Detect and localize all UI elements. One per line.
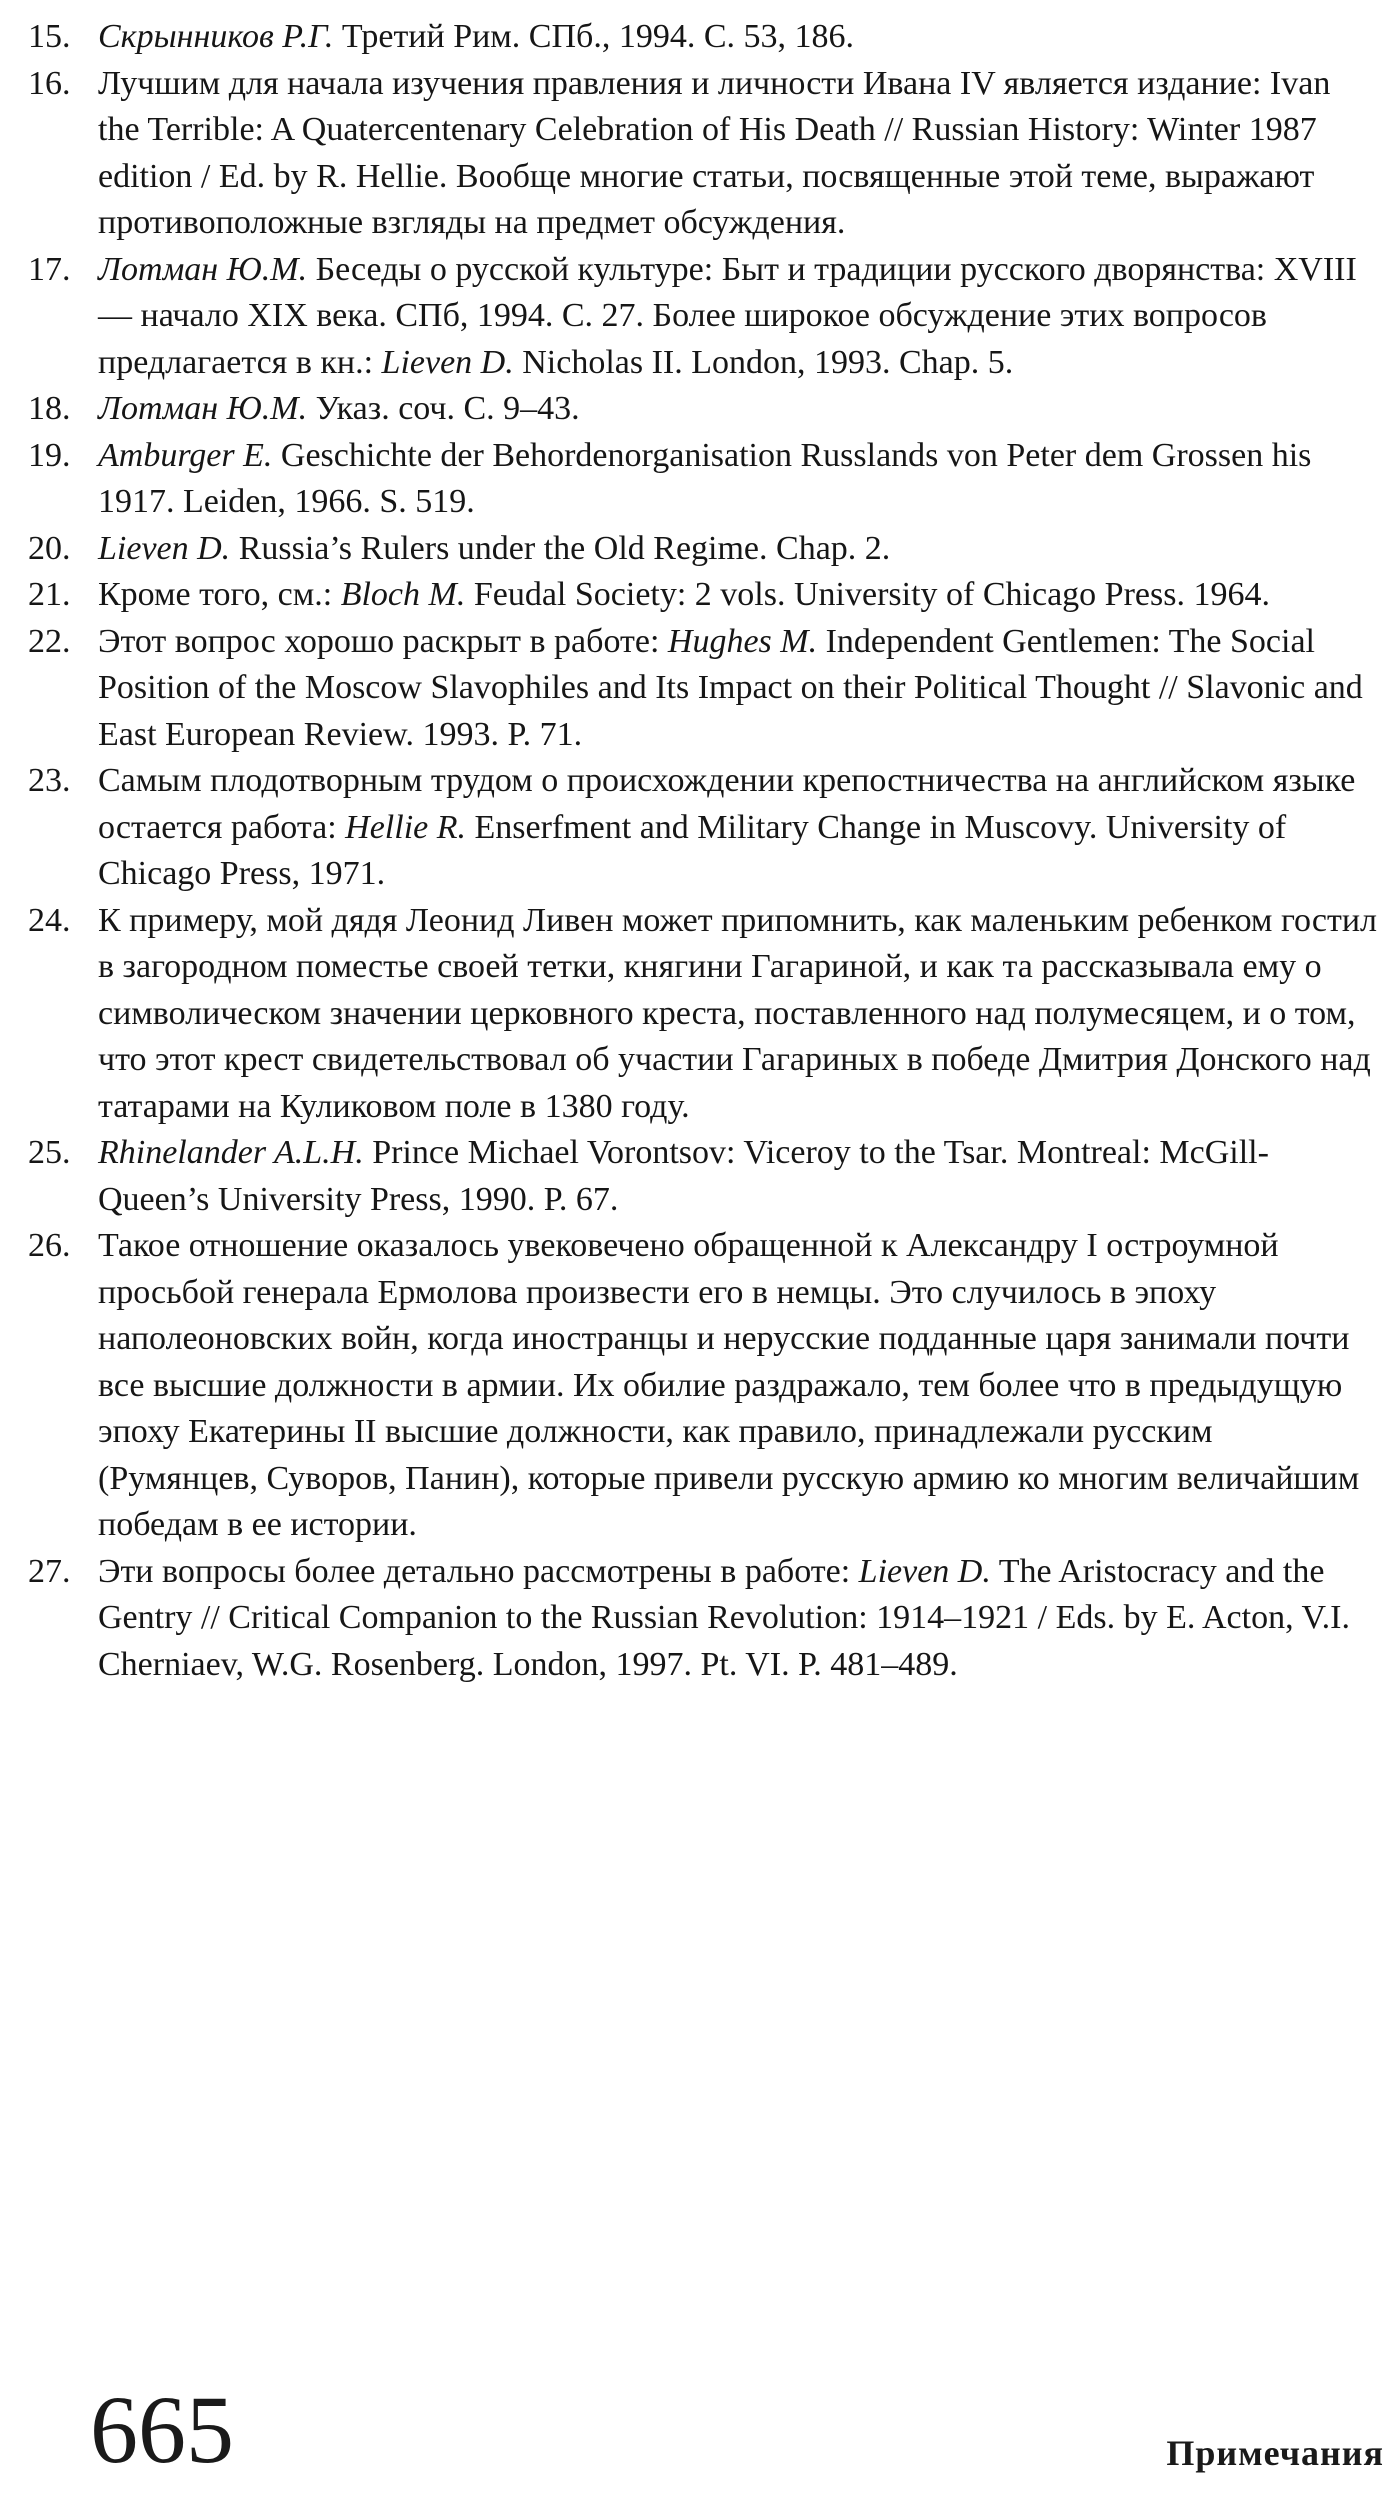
author-name: Bloch M. <box>340 576 466 613</box>
endnote-number: 16. <box>28 64 71 102</box>
author-name: Lieven D. <box>98 529 231 567</box>
endnote-number: 22. <box>28 622 71 660</box>
endnote-text-segment: Этот вопрос хорошо раскрыт в работе: <box>98 622 668 660</box>
endnote-number: 15. <box>28 18 71 55</box>
endnote-item <box>28 14 1378 61</box>
endnote-number: 20. <box>28 529 71 567</box>
author-name: Amburger E. <box>98 436 273 474</box>
endnote-text-segment: Кроме того, см.: <box>98 576 341 613</box>
endnote-number: 19. <box>28 436 71 474</box>
endnote-item <box>28 572 1378 619</box>
endnote-text-segment: Independent Gentlemen: The Social Position of the Moscow Slavophiles and Its Impact on their Political Thought // Slavonic and East European Review. 1993. P. 71. <box>98 622 1363 753</box>
endnote-text <box>98 433 1378 526</box>
endnote-number: 18. <box>28 390 71 427</box>
endnote-text-segment: Такое отношение оказалось увековечено обращенной к Александру I остроумной просьбой генерала Ермолова произвести его в немцы. Это случилось в эпоху наполеоновских войн, когда иностранцы и нерусские подданные царя занимали почти все высшие должности в армии. Их обилие раздражало, тем более что в предыдущую эпоху Екатерины II высшие должности, как правило, принадлежали русским (Румянцев, Суворов, Панин), которые привели русскую армию ко многим величайшим победам в ее истории. <box>98 1227 1360 1543</box>
endnote-item <box>28 247 1378 387</box>
endnote-item <box>28 1549 1378 1689</box>
endnote-text <box>98 1130 1378 1223</box>
author-name: Лотман Ю.М. <box>98 390 308 427</box>
endnote-item <box>28 1130 1378 1223</box>
endnote-text-segment: The Aristocracy and the Gentry // Critical Companion to the Russian Revolution: 1914–1921 / Eds. by E. Acton, V.I. Cherniaev, W.G. Rosenberg. London, 1997. Pt. VI. P. 481–489. <box>98 1552 1350 1683</box>
endnote-number: 25. <box>28 1134 71 1171</box>
endnote-text <box>98 61 1378 247</box>
notes-list <box>28 14 1378 1688</box>
endnote-text <box>98 619 1378 759</box>
endnote-number: 24. <box>28 901 71 939</box>
author-name: Rhinelander A.L.H. <box>98 1134 364 1171</box>
endnote-text <box>98 1549 1378 1689</box>
endnote-item <box>28 61 1378 247</box>
endnote-number: 17. <box>28 250 71 288</box>
page-number: 665 <box>90 2376 234 2483</box>
endnote-text-segment: Указ. соч. С. 9–43. <box>307 390 580 427</box>
author-name: Lieven D. <box>858 1552 991 1590</box>
endnote-text-segment: Эти вопросы более детально рассмотрены в работе: <box>98 1552 859 1590</box>
author-name: Hellie R. <box>345 808 466 846</box>
endnote-item <box>28 1223 1378 1549</box>
author-name: Hughes M. <box>667 622 818 660</box>
endnote-text-segment: К примеру, мой дядя Леонид Ливен может припомнить, как маленьким ребенком гостил в загородном поместье своей тетки, княгини Гагариной, и как та рассказывала ему о символическом значении церковного креста, поставленного над полумесяцем, и о том, что этот крест свидетельствовал об участии Гагариных в победе Дмитрия Донского над татарами на Куликовом поле в 1380 году. <box>98 901 1378 1125</box>
endnote-number: 27. <box>28 1552 71 1590</box>
author-name: Lieven D. <box>381 343 514 381</box>
endnote-text-segment: Лучшим для начала изучения правления и личности Ивана IV является издание: Ivan the Terrible: A Quatercentenary Celebration of His Death // Russian History: Winter 1987 edition / Ed. by R. Hellie. Вообще многие статьи, посвященные этой теме, выражают противоположные взгляды на предмет обсуждения. <box>98 64 1331 241</box>
endnote-text-segment: Geschichte der Behordenorganisation Russlands von Peter dem Grossen his 1917. Leiden, 1966. S. 519. <box>98 436 1312 520</box>
endnote-text <box>98 526 1378 573</box>
endnote-number: 21. <box>28 576 71 613</box>
endnote-text <box>98 247 1378 387</box>
endnote-number: 26. <box>28 1227 71 1264</box>
endnote-text-segment: Nicholas II. London, 1993. Chap. 5. <box>513 343 1014 381</box>
endnote-text <box>98 898 1378 1131</box>
endnote-text <box>98 14 1378 61</box>
endnote-item <box>28 433 1378 526</box>
endnote-text-segment: Беседы о русской культуре: Быт и традиции русского дворянства: XVIII — начало XIX века. СПб, 1994. С. 27. Более широкое обсуждение этих вопросов предлагается в кн.: <box>98 250 1357 381</box>
endnote-item <box>28 619 1378 759</box>
endnote-item <box>28 898 1378 1131</box>
endnote-text <box>98 572 1378 619</box>
endnote-item <box>28 526 1378 573</box>
endnote-text-segment: Feudal Society: 2 vols. University of Chicago Press. 1964. <box>465 576 1270 613</box>
endnote-item <box>28 758 1378 898</box>
author-name: Лотман Ю.М. <box>98 250 308 288</box>
endnote-text-segment: Prince Michael Vorontsov: Viceroy to the Tsar. Montreal: McGill-Queen’s University Press, 1990. P. 67. <box>98 1134 1269 1218</box>
endnote-text-segment: Russia’s Rulers under the Old Regime. Chap. 2. <box>230 529 891 567</box>
endnote-number: 23. <box>28 762 71 799</box>
endnote-item <box>28 386 1378 433</box>
endnote-text-segment: Самым плодотворным трудом о происхождении крепостничества на английском языке остается работа: <box>98 762 1356 846</box>
endnote-text <box>98 1223 1378 1549</box>
endnote-text <box>98 758 1378 898</box>
author-name: Скрынников Р.Г. <box>98 18 334 55</box>
endnote-text <box>98 386 1378 433</box>
endnote-text-segment: Третий Рим. СПб., 1994. С. 53, 186. <box>333 18 855 55</box>
section-title: Примечания <box>1166 2433 1384 2473</box>
endnote-text-segment: Enserfment and Military Change in Muscovy. University of Chicago Press, 1971. <box>98 808 1287 892</box>
